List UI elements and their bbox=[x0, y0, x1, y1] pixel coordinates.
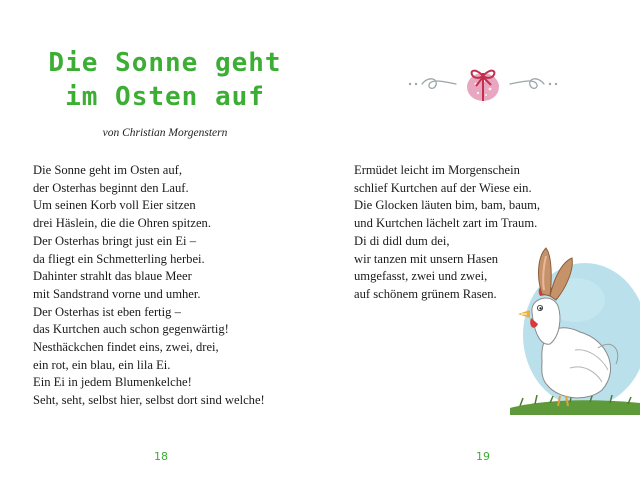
poem-line: Seht, seht, selbst hier, selbst dort sind welche! bbox=[33, 393, 265, 408]
title-line-2: im Osten auf bbox=[65, 82, 265, 112]
poem-line: Der Osterhas ist eben fertig – bbox=[33, 304, 181, 319]
poem-line: Um seinen Korb voll Eier sitzen bbox=[33, 198, 196, 213]
poem-line: wir tanzen mit unsern Hasen bbox=[354, 251, 499, 266]
easter-egg-bow-ornament-icon bbox=[406, 64, 560, 104]
title-line-1: Die Sonne geht bbox=[48, 48, 282, 78]
poem-line: der Osterhas beginnt den Lauf. bbox=[33, 180, 189, 195]
poem-line: das Kurtchen auch schon gegenwärtig! bbox=[33, 322, 229, 337]
poem-line: umgefasst, zwei und zwei, bbox=[354, 269, 488, 284]
poem-line: Dahinter strahlt das blaue Meer bbox=[33, 269, 192, 284]
poem-line: Der Osterhas bringt just ein Ei – bbox=[33, 233, 196, 248]
poem-text-left bbox=[33, 162, 313, 410]
poem-line: drei Häslein, die die Ohren spitzen. bbox=[33, 216, 212, 231]
poem-line: Die Sonne geht im Osten auf, bbox=[33, 163, 182, 177]
poem-line: und Kurtchen lächelt zart im Traum. bbox=[354, 216, 538, 231]
poem-title bbox=[40, 46, 290, 114]
right-page bbox=[320, 0, 640, 485]
page-number-left: 18 bbox=[154, 450, 168, 463]
poem-line: Nesthäckchen findet eins, zwei, drei, bbox=[33, 340, 219, 355]
poem-line: Di di didl dum dei, bbox=[354, 233, 450, 248]
hen-with-bunny-ears-icon bbox=[490, 240, 640, 415]
poem-line: ein rot, ein blau, ein lila Ei. bbox=[33, 357, 171, 372]
poem-line: mit Sandstrand vorne und umher. bbox=[33, 286, 201, 301]
poem-line: Ermüdet leicht im Morgenschein bbox=[354, 163, 520, 177]
poem-line: Ein Ei in jedem Blumenkelche! bbox=[33, 375, 192, 390]
poem-line: schlief Kurtchen auf der Wiese ein. bbox=[354, 180, 532, 195]
poem-line: Die Glocken läuten bim, bam, baum, bbox=[354, 198, 541, 213]
page-number-right: 19 bbox=[476, 450, 490, 463]
poem-author: von Christian Morgenstern bbox=[102, 127, 228, 139]
poem-line: auf schönem grünem Rasen. bbox=[354, 286, 497, 301]
poem-line: da fliegt ein Schmetterling herbei. bbox=[33, 251, 205, 266]
